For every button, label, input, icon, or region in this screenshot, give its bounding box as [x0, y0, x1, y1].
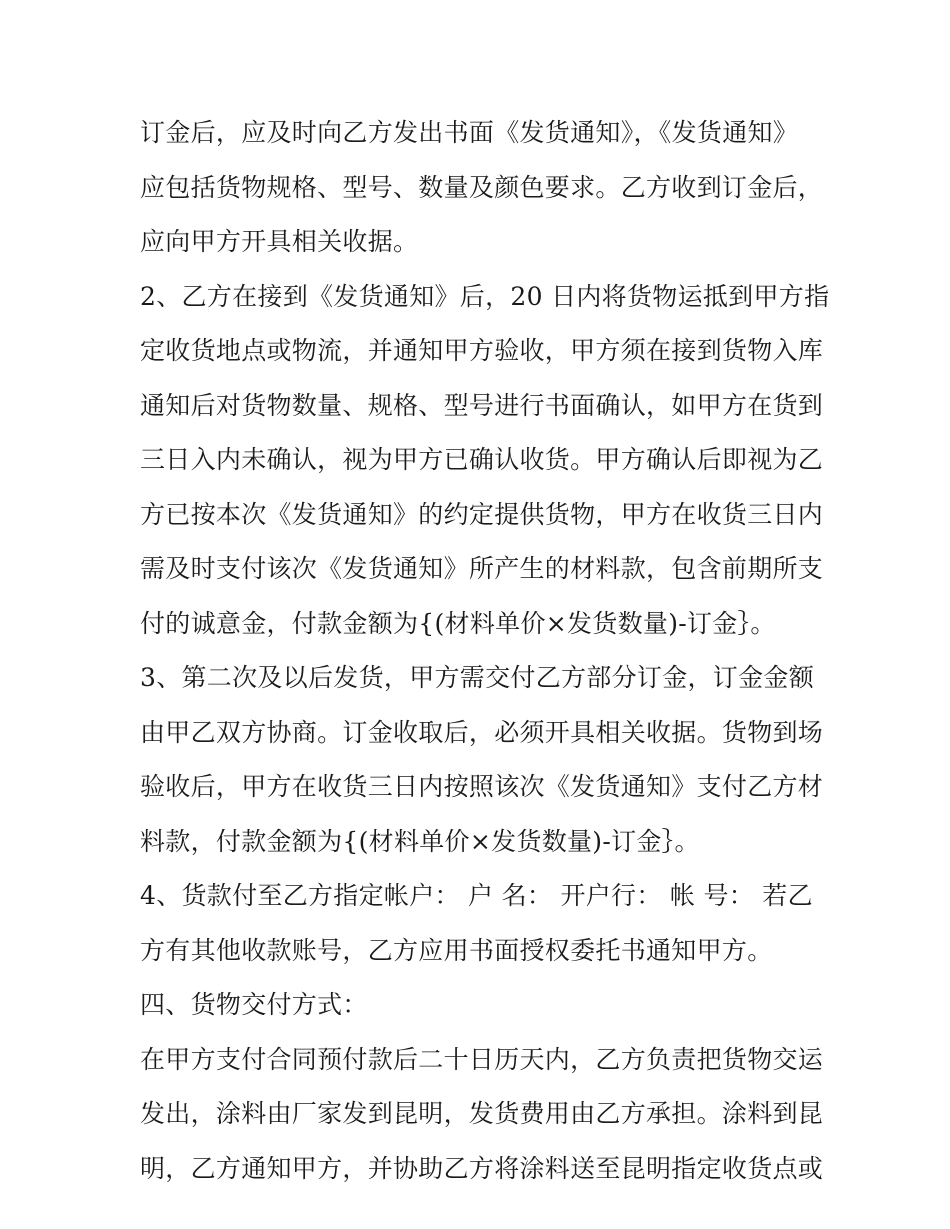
- text-line: 验收后，甲方在收货三日内按照该次《发货通知》支付乙方材: [140, 772, 824, 801]
- text-line: 方已按本次《发货通知》的约定提供货物，甲方在收货三日内: [140, 499, 824, 529]
- contract-text: [140, 106, 830, 1196]
- text-line: 应包括货物规格、型号、数量及颜色要求。乙方收到订金后，: [140, 172, 824, 202]
- text-line: 付的诚意金，付款金额为{(材料单价×发货数量)-订金｝。: [140, 608, 776, 638]
- text-line: 2、乙方在接到《发货通知》后，20 日内将货物运抵到甲方指: [140, 281, 830, 311]
- text-line: 4、货款付至乙方指定帐户： 户 名： 开户行： 帐 号： 若乙: [140, 881, 813, 910]
- text-line: 定收货地点或物流，并通知甲方验收，甲方须在接到货物入库: [140, 336, 824, 365]
- text-line: 订金后，应及时向乙方发出书面《发货通知》，《发货通知》: [140, 118, 799, 147]
- text-line: 由甲乙双方协商。订金收取后，必须开具相关收据。货物到场: [140, 717, 824, 747]
- text-line: 需及时支付该次《发货通知》所产生的材料款，包含前期所支: [140, 554, 824, 583]
- text-line: 明，乙方通知甲方，并协助乙方将涂料送至昆明指定收货点或: [140, 1153, 824, 1183]
- text-line: 应向甲方开具相关收据。: [140, 227, 419, 256]
- text-line: 三日入内未确认，视为甲方已确认收货。甲方确认后即视为乙: [140, 445, 824, 474]
- text-line: 料款，付款金额为{(材料单价×发货数量)-订金｝。: [140, 826, 700, 856]
- text-line: 发出，涂料由厂家发到昆明，发货费用由乙方承担。涂料到昆: [140, 1099, 824, 1128]
- section-heading: 四、货物交付方式：: [140, 990, 368, 1019]
- text-line: 3、第二次及以后发货，甲方需交付乙方部分订金，订金金额: [140, 663, 815, 692]
- text-line: 方有其他收款账号，乙方应用书面授权委托书通知甲方。: [140, 935, 773, 965]
- text-line: 通知后对货物数量、规格、型号进行书面确认，如甲方在货到: [140, 390, 824, 420]
- text-line: 在甲方支付合同预付款后二十日历天内，乙方负责把货物交运: [140, 1044, 824, 1074]
